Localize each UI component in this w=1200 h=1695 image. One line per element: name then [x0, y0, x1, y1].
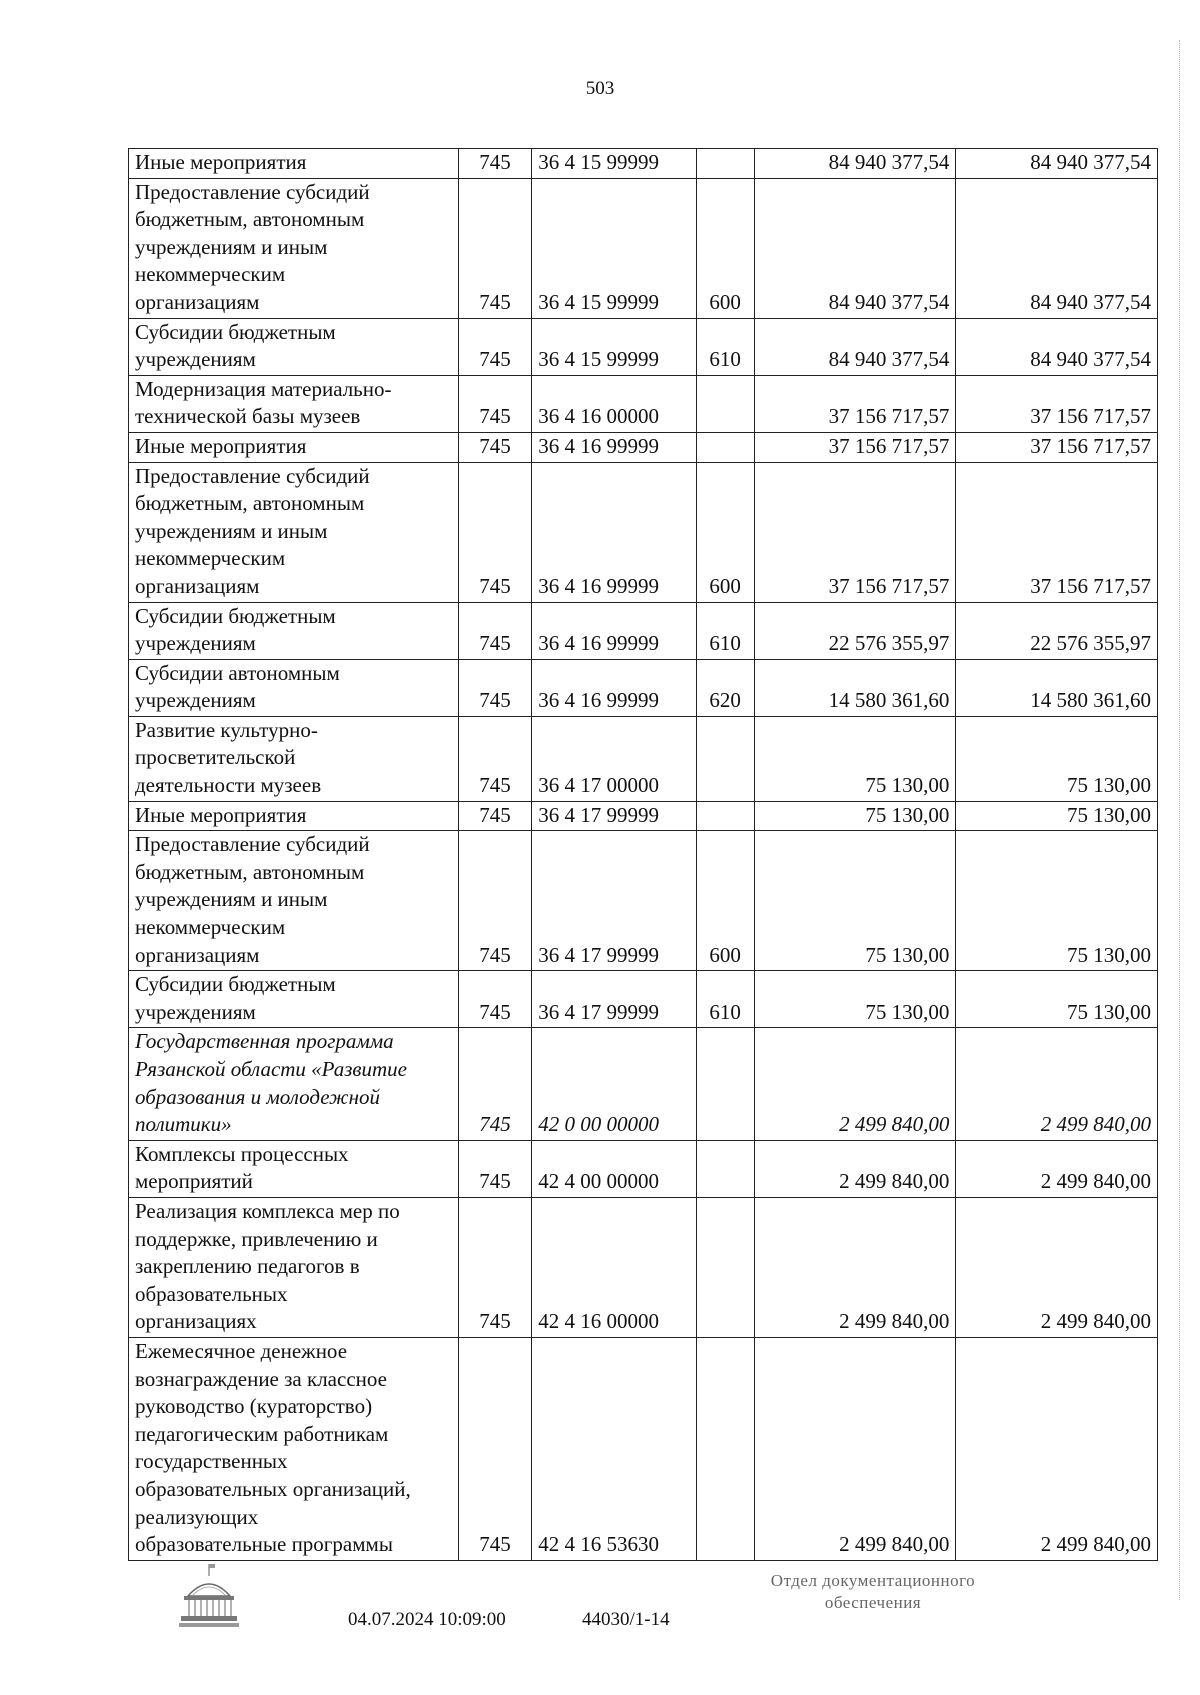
- cell-amount-2: 84 940 377,54: [956, 318, 1158, 375]
- cell-amount-1: 2 499 840,00: [754, 1140, 956, 1197]
- cell-subcode: 42 4 16 53630: [532, 1337, 696, 1560]
- cell-code: 745: [458, 375, 531, 432]
- cell-amount-2: 22 576 355,97: [956, 602, 1158, 659]
- cell-type: [696, 1197, 754, 1337]
- cell-subcode: 36 4 16 99999: [532, 659, 696, 716]
- cell-amount-1: 75 130,00: [754, 801, 956, 831]
- cell-subcode: 36 4 17 99999: [532, 831, 696, 971]
- cell-type: 600: [696, 831, 754, 971]
- cell-type: 610: [696, 971, 754, 1028]
- cell-amount-2: 75 130,00: [956, 831, 1158, 971]
- cell-code: 745: [458, 971, 531, 1028]
- cell-subcode: 36 4 17 99999: [532, 801, 696, 831]
- cell-subcode: 36 4 17 99999: [532, 971, 696, 1028]
- cell-code: 745: [458, 462, 531, 602]
- cell-subcode: 36 4 15 99999: [532, 178, 696, 318]
- cell-subcode: 36 4 16 99999: [532, 602, 696, 659]
- cell-type: [696, 1028, 754, 1140]
- cell-type: 610: [696, 318, 754, 375]
- cell-code: 745: [458, 1337, 531, 1560]
- cell-amount-2: 2 499 840,00: [956, 1028, 1158, 1140]
- cell-amount-1: 2 499 840,00: [754, 1028, 956, 1140]
- cell-code: 745: [458, 801, 531, 831]
- table-row: [129, 318, 1158, 375]
- cell-name: Предоставление субсидий бюджетным, автономным учреждениям и иным некоммерческим организациям: [129, 462, 459, 602]
- cell-name: Развитие культурно- просветительской деятельности музеев: [129, 716, 459, 801]
- cell-name: Государственная программа Рязанской области «Развитие образования и молодежной политики»: [129, 1028, 459, 1140]
- cell-amount-2: 37 156 717,57: [956, 432, 1158, 462]
- cell-amount-2: 2 499 840,00: [956, 1140, 1158, 1197]
- cell-type: [696, 375, 754, 432]
- cell-amount-2: 84 940 377,54: [956, 149, 1158, 179]
- cell-name: Субсидии бюджетным учреждениям: [129, 971, 459, 1028]
- table-row: [129, 375, 1158, 432]
- cell-type: [696, 1140, 754, 1197]
- cell-subcode: 36 4 16 99999: [532, 462, 696, 602]
- cell-code: 745: [458, 1197, 531, 1337]
- cell-type: 600: [696, 178, 754, 318]
- cell-subcode: 42 4 16 00000: [532, 1197, 696, 1337]
- department-stamp: Отдел документационного обеспечения: [770, 1571, 976, 1612]
- table-row: [129, 602, 1158, 659]
- cell-name: Предоставление субсидий бюджетным, автономным учреждениям и иным некоммерческим организациям: [129, 831, 459, 971]
- table-row: [129, 1197, 1158, 1337]
- cell-code: 745: [458, 318, 531, 375]
- cell-amount-1: 84 940 377,54: [754, 149, 956, 179]
- cell-subcode: 42 0 00 00000: [532, 1028, 696, 1140]
- table-row: [129, 831, 1158, 971]
- cell-amount-1: 75 130,00: [754, 716, 956, 801]
- table-row: [129, 1140, 1158, 1197]
- cell-type: [696, 1337, 754, 1560]
- footer-date: 04.07.2024 10:09:00: [348, 1609, 506, 1630]
- cell-amount-1: 2 499 840,00: [754, 1197, 956, 1337]
- cell-name: Модернизация материально- технической базы музеев: [129, 375, 459, 432]
- cell-amount-1: 75 130,00: [754, 971, 956, 1028]
- table-row: [129, 432, 1158, 462]
- table-row: [129, 659, 1158, 716]
- cell-amount-2: 75 130,00: [956, 971, 1158, 1028]
- cell-code: 745: [458, 1140, 531, 1197]
- cell-type: [696, 432, 754, 462]
- cell-amount-1: 2 499 840,00: [754, 1337, 956, 1560]
- table-row: [129, 971, 1158, 1028]
- table-row: [129, 149, 1158, 179]
- scan-edge-artifact: [1179, 40, 1186, 1600]
- table-row: [129, 716, 1158, 801]
- table-row: [129, 801, 1158, 831]
- cell-amount-2: 37 156 717,57: [956, 462, 1158, 602]
- cell-code: 745: [458, 178, 531, 318]
- cell-subcode: 36 4 17 00000: [532, 716, 696, 801]
- cell-amount-1: 37 156 717,57: [754, 432, 956, 462]
- cell-code: 745: [458, 1028, 531, 1140]
- cell-type: 620: [696, 659, 754, 716]
- cell-amount-2: 2 499 840,00: [956, 1337, 1158, 1560]
- cell-code: 745: [458, 432, 531, 462]
- cell-code: 745: [458, 831, 531, 971]
- cell-name: Иные мероприятия: [129, 432, 459, 462]
- cell-name: Реализация комплекса мер по поддержке, привлечению и закреплению педагогов в образовательных организациях: [129, 1197, 459, 1337]
- cell-amount-1: 75 130,00: [754, 831, 956, 971]
- cell-subcode: 42 4 00 00000: [532, 1140, 696, 1197]
- cell-code: 745: [458, 716, 531, 801]
- cell-amount-2: 84 940 377,54: [956, 178, 1158, 318]
- cell-name: Комплексы процессных мероприятий: [129, 1140, 459, 1197]
- table-body: [129, 149, 1158, 1561]
- cell-name: Иные мероприятия: [129, 801, 459, 831]
- cell-subcode: 36 4 15 99999: [532, 318, 696, 375]
- cell-name: Субсидии бюджетным учреждениям: [129, 318, 459, 375]
- cell-amount-2: 37 156 717,57: [956, 375, 1158, 432]
- footer-doc-id: 44030/1-14: [582, 1609, 670, 1630]
- cell-name: Предоставление субсидий бюджетным, автономным учреждениям и иным некоммерческим организациям: [129, 178, 459, 318]
- cell-amount-1: 22 576 355,97: [754, 602, 956, 659]
- cell-type: [696, 801, 754, 831]
- cell-type: 610: [696, 602, 754, 659]
- cell-amount-1: 37 156 717,57: [754, 375, 956, 432]
- cell-name: Ежемесячное денежное вознаграждение за классное руководство (кураторство) педагогическим работникам государственных образовательных организаций, реализующих образовательные программы: [129, 1337, 459, 1560]
- cell-amount-1: 84 940 377,54: [754, 318, 956, 375]
- cell-amount-2: 2 499 840,00: [956, 1197, 1158, 1337]
- cell-code: 745: [458, 602, 531, 659]
- page-number: 503: [585, 78, 615, 99]
- cell-name: Субсидии автономным учреждениям: [129, 659, 459, 716]
- cell-type: 600: [696, 462, 754, 602]
- cell-amount-2: 75 130,00: [956, 716, 1158, 801]
- table-row: [129, 1028, 1158, 1140]
- cell-name: Иные мероприятия: [129, 149, 459, 179]
- table-row: [129, 462, 1158, 602]
- cell-type: [696, 716, 754, 801]
- cell-amount-1: 84 940 377,54: [754, 178, 956, 318]
- cell-amount-1: 37 156 717,57: [754, 462, 956, 602]
- table-row: [129, 178, 1158, 318]
- cell-amount-1: 14 580 361,60: [754, 659, 956, 716]
- budget-table: [128, 148, 1158, 1561]
- cell-subcode: 36 4 16 00000: [532, 375, 696, 432]
- cell-amount-2: 75 130,00: [956, 801, 1158, 831]
- cell-subcode: 36 4 15 99999: [532, 149, 696, 179]
- cell-amount-2: 14 580 361,60: [956, 659, 1158, 716]
- table-row: [129, 1337, 1158, 1560]
- duma-building-icon: [178, 1562, 240, 1630]
- cell-type: [696, 149, 754, 179]
- cell-name: Субсидии бюджетным учреждениям: [129, 602, 459, 659]
- cell-subcode: 36 4 16 99999: [532, 432, 696, 462]
- cell-code: 745: [458, 659, 531, 716]
- cell-code: 745: [458, 149, 531, 179]
